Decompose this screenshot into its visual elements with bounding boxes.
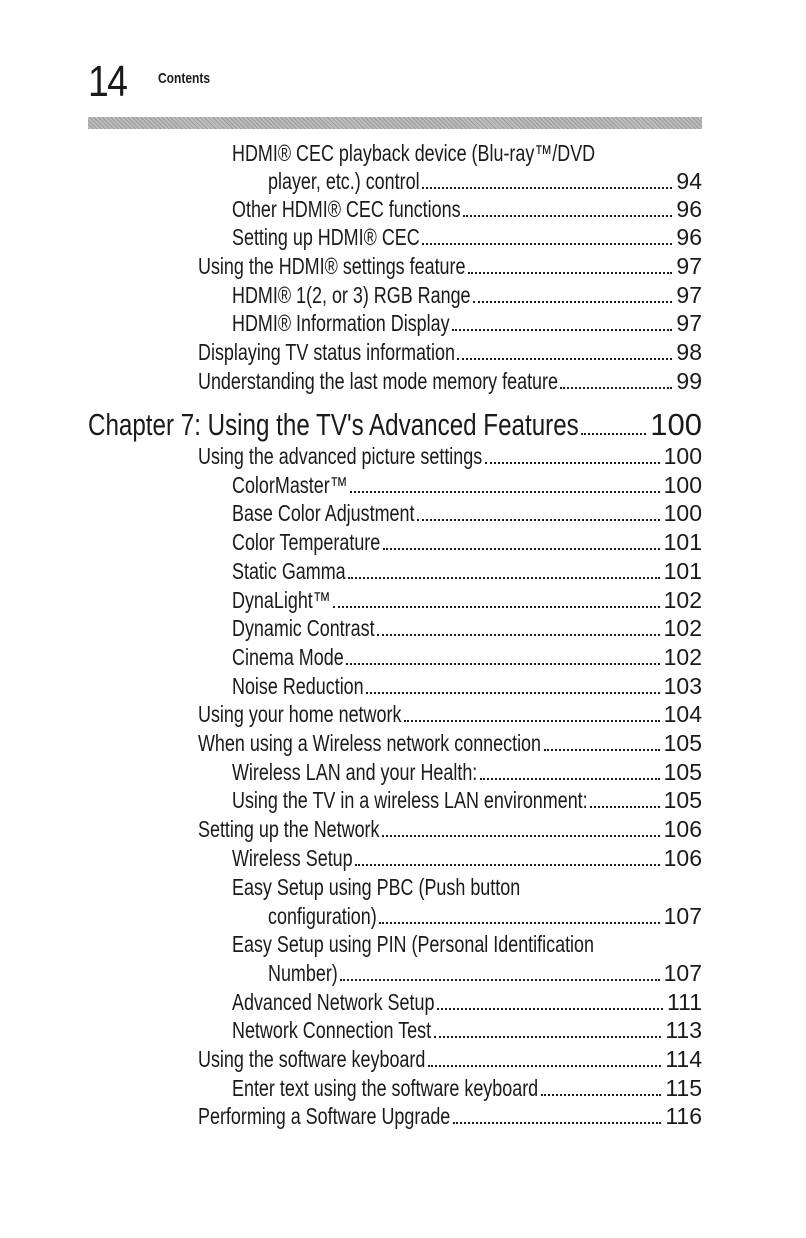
page-number: 14 [88,57,127,106]
toc-entry[interactable]: Static Gamma 101 [232,558,702,584]
toc-entry[interactable]: ColorMaster™ 100 [232,472,702,498]
toc-entry[interactable]: Network Connection Test 113 [232,1017,702,1043]
toc-entry[interactable]: Base Color Adjustment 100 [232,500,702,526]
toc-entry[interactable]: HDMI® 1(2, or 3) RGB Range 97 [232,282,702,308]
toc-entry[interactable]: Advanced Network Setup 111 [232,989,702,1015]
toc-entry[interactable]: Noise Reduction 103 [232,673,702,699]
toc-entry[interactable]: Using the TV in a wireless LAN environment: 105 [232,787,702,813]
toc-entry-line: Easy Setup using PBC (Push button [232,874,521,900]
toc-entry[interactable]: Setting up the Network 106 [198,816,702,842]
toc-chapter-heading[interactable]: Chapter 7: Using the TV's Advanced Features 100 [88,407,702,442]
toc-entry[interactable]: HDMI® Information Display 97 [232,310,702,336]
toc-entry[interactable]: configuration) 107 [268,903,702,929]
section-title: Contents [158,70,210,87]
toc-entry[interactable]: Understanding the last mode memory feature 99 [198,368,702,394]
toc-entry[interactable]: Setting up HDMI® CEC 96 [232,224,702,250]
toc-entry[interactable]: When using a Wireless network connection 105 [198,730,702,756]
toc-entry[interactable]: Enter text using the software keyboard 115 [232,1075,702,1101]
toc-entry[interactable]: Dynamic Contrast 102 [232,615,702,641]
toc-entry[interactable]: Using the advanced picture settings 100 [198,443,702,469]
toc-entry[interactable]: player, etc.) control 94 [268,168,702,194]
toc-entry[interactable]: Number) 107 [268,960,702,986]
toc-entry[interactable]: DynaLight™ 102 [232,587,702,613]
header-rule [88,117,702,129]
toc-entry[interactable]: Using the HDMI® settings feature 97 [198,253,702,279]
toc-entry[interactable]: Using your home network 104 [198,701,702,727]
toc-entry[interactable]: Performing a Software Upgrade 116 [198,1103,702,1129]
toc-entry[interactable]: Wireless Setup 106 [232,845,702,871]
toc-entry[interactable]: Color Temperature 101 [232,529,702,555]
toc-entry[interactable]: Other HDMI® CEC functions 96 [232,196,702,222]
toc-entry[interactable]: Using the software keyboard 114 [198,1046,702,1072]
toc-entry-line: Easy Setup using PIN (Personal Identification [232,931,594,957]
toc-entry-line: HDMI® CEC playback device (Blu-ray™/DVD [232,140,596,166]
toc-entry[interactable]: Wireless LAN and your Health: 105 [232,759,702,785]
toc-entry[interactable]: Cinema Mode 102 [232,644,702,670]
toc-entry[interactable]: Displaying TV status information 98 [198,339,702,365]
